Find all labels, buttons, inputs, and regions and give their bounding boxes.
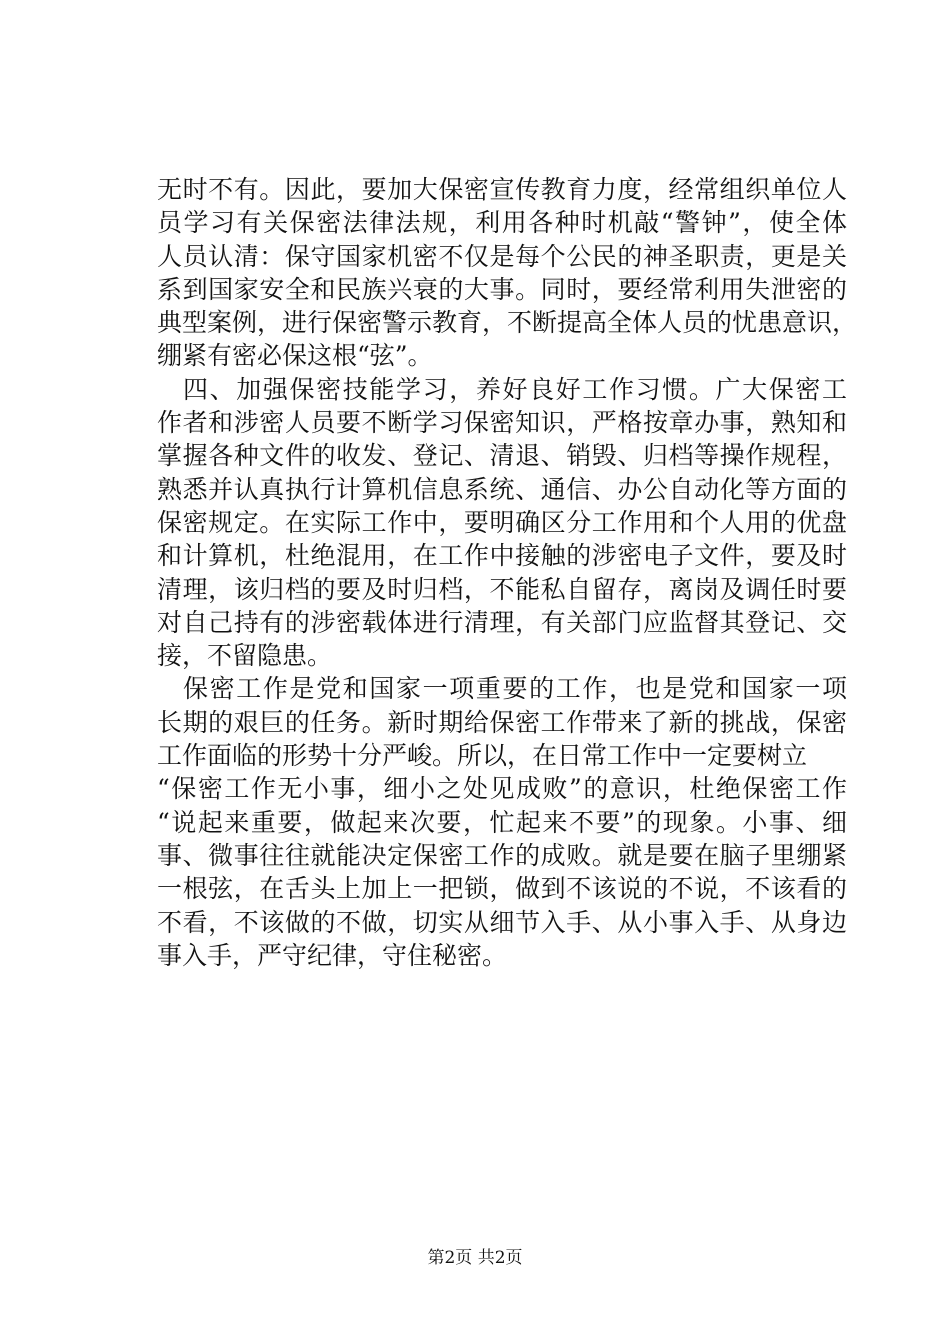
text-line: 事、微事往往就能决定保密工作的成败。就是要在脑子里绷紧 [157,840,847,870]
text-line: 熟悉并认真执行计算机信息系统、通信、办公自动化等方面的 [157,474,847,504]
body-text [157,173,858,972]
text-line: 作者和涉密人员要不断学习保密知识，严格按章办事，熟知和 [157,408,847,438]
page-footer: 第2页 共2页 [427,1248,523,1268]
text-line: 四、加强保密技能学习，养好良好工作习惯。广大保密工 [183,374,847,404]
text-line: 不看，不该做的不做，切实从细节入手、从小事入手、从身边 [157,907,847,937]
text-line: 清理，该归档的要及时归档，不能私自留存，离岗及调任时要 [157,574,847,604]
text-line: 接，不留隐患。 [157,641,333,671]
text-line: 保密规定。在实际工作中，要明确区分工作用和个人用的优盘 [157,507,847,537]
text-line: 一根弦，在舌头上加上一把锁，做到不该说的不说，不该看的 [157,874,847,904]
text-line: 掌握各种文件的收发、登记、清退、销毁、归档等操作规程， [157,441,847,471]
text-line: 事入手，严守纪律，守住秘密。 [157,940,508,970]
text-line: 绷紧有密必保这根“弦”。 [157,341,433,371]
text-line: 工作面临的形势十分严峻。所以，在日常工作中一定要树立 [157,741,808,771]
text-line: 无时不有。因此，要加大保密宣传教育力度，经常组织单位人 [157,175,847,204]
text-line: “保密工作无小事，细小之处见成败”的意识，杜绝保密工作 [157,774,847,804]
text-line: 和计算机，杜绝混用，在工作中接触的涉密电子文件，要及时 [157,541,847,571]
text-line: 典型案例，进行保密警示教育，不断提高全体人员的忧患意识， [157,308,858,338]
text-line: “说起来重要，做起来次要，忙起来不要”的现象。小事、细 [157,807,847,837]
text-line: 人员认清：保守国家机密不仅是每个公民的神圣职责，更是关 [157,241,847,271]
text-line: 对自己持有的涉密载体进行清理，有关部门应监督其登记、交 [157,607,847,637]
text-line: 保密工作是党和国家一项重要的工作，也是党和国家一项 [183,674,847,704]
text-line: 员学习有关保密法律法规，利用各种时机敲“警钟”，使全体 [157,208,847,238]
text-line: 系到国家安全和民族兴衰的大事。同时，要经常利用失泄密的 [157,274,847,304]
text-line: 长期的艰巨的任务。新时期给保密工作带来了新的挑战，保密 [157,707,847,737]
